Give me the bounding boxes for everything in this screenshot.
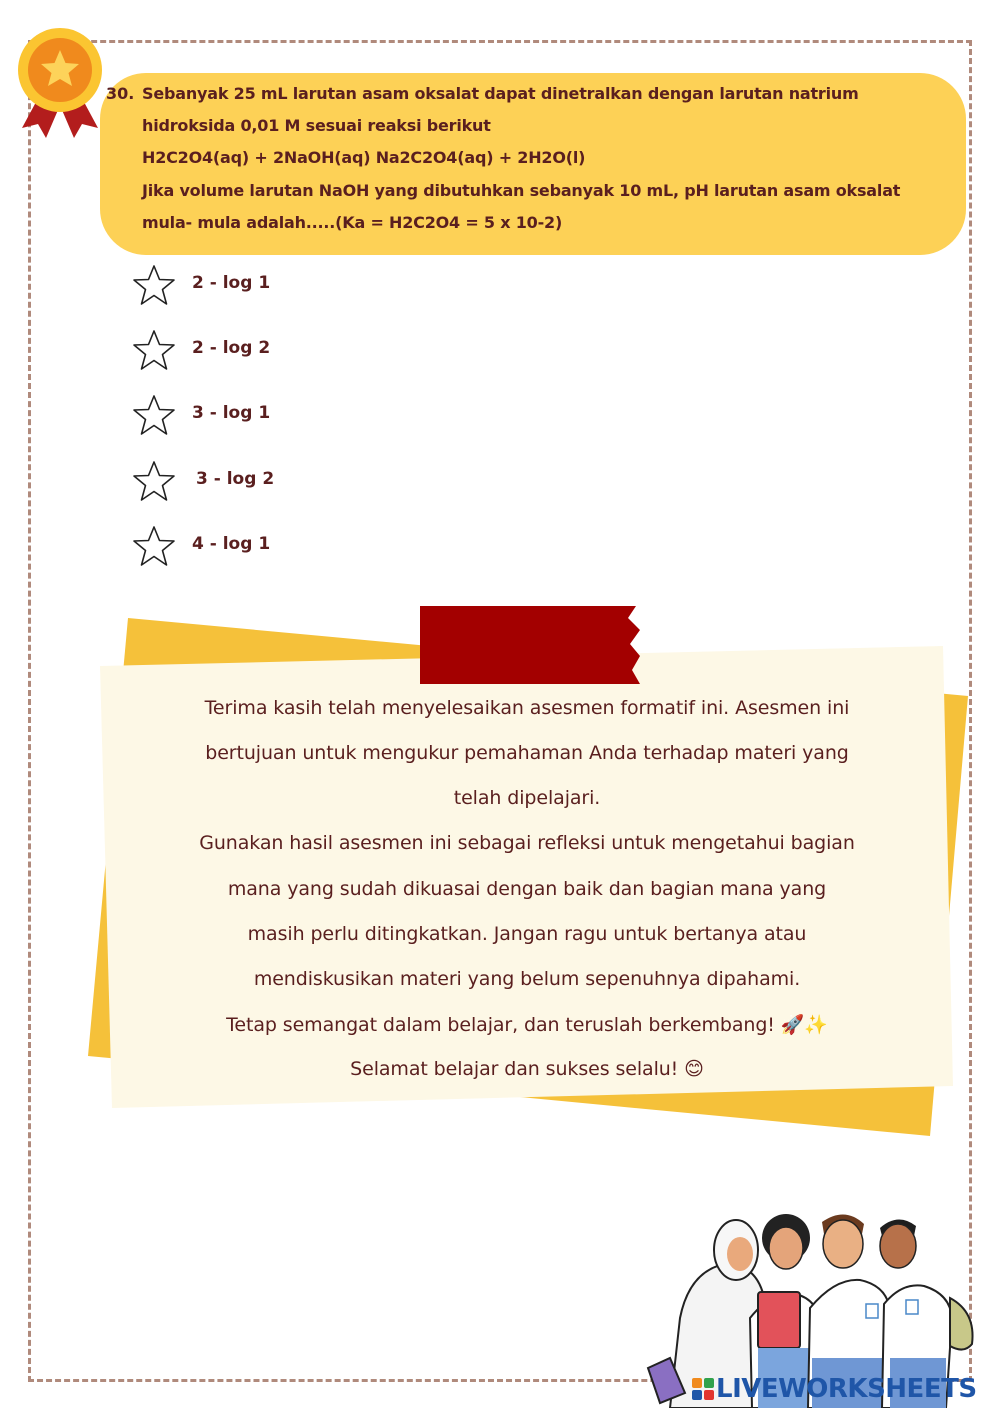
message-line-2: bertujuan untuk mengukur pemahaman Anda terhadap materi yang: [205, 742, 849, 764]
question-number: 30.: [106, 84, 135, 103]
message-line-5: mana yang sudah dikuasai dengan baik dan bagian mana yang: [227, 878, 827, 900]
liveworksheets-brand[interactable]: [692, 1374, 977, 1404]
message-line-7: mendiskusikan materi yang belum sepenuhnya dipahami.: [253, 968, 801, 990]
question-line-5: mula- mula adalah.....(Ka = H2C2O4 = 5 x 10-2): [142, 213, 563, 232]
option-2-label: 2 - log 2: [192, 338, 271, 358]
option-4-label: 3 - log 2: [196, 469, 275, 489]
liveworksheets-logo-icon: [692, 1378, 714, 1400]
message-line-9: Selamat belajar dan sukses selalu! 😊: [350, 1058, 704, 1080]
question-line-2: hidroksida 0,01 M sesuai reaksi berikut: [142, 116, 491, 135]
liveworksheets-text: LIVEWORKSHEETS: [716, 1374, 977, 1404]
message-line-6: masih perlu ditingkatkan. Jangan ragu untuk bertanya atau: [247, 923, 807, 945]
message-line-3: telah dipelajari.: [453, 787, 601, 809]
message-line-8: Tetap semangat dalam belajar, dan teruslah berkembang! 🚀✨: [226, 1014, 828, 1036]
option-3-label: 3 - log 1: [192, 403, 271, 423]
question-line-3: H2C2O4(aq) + 2NaOH(aq) Na2C2O4(aq) + 2H2O(l): [142, 148, 586, 167]
option-5-label: 4 - log 1: [192, 534, 271, 554]
question-line-1: Sebanyak 25 mL larutan asam oksalat dapat dinetralkan dengan larutan natrium: [142, 84, 859, 103]
tape-strip: [420, 606, 640, 684]
option-1-label: 2 - log 1: [192, 273, 271, 293]
question-line-4: Jika volume larutan NaOH yang dibutuhkan sebanyak 10 mL, pH larutan asam oksalat: [142, 181, 901, 200]
message-line-4: Gunakan hasil asesmen ini sebagai refleksi untuk mengetahui bagian: [199, 832, 855, 854]
message-line-1: Terima kasih telah menyelesaikan asesmen formatif ini. Asesmen ini: [204, 697, 850, 719]
